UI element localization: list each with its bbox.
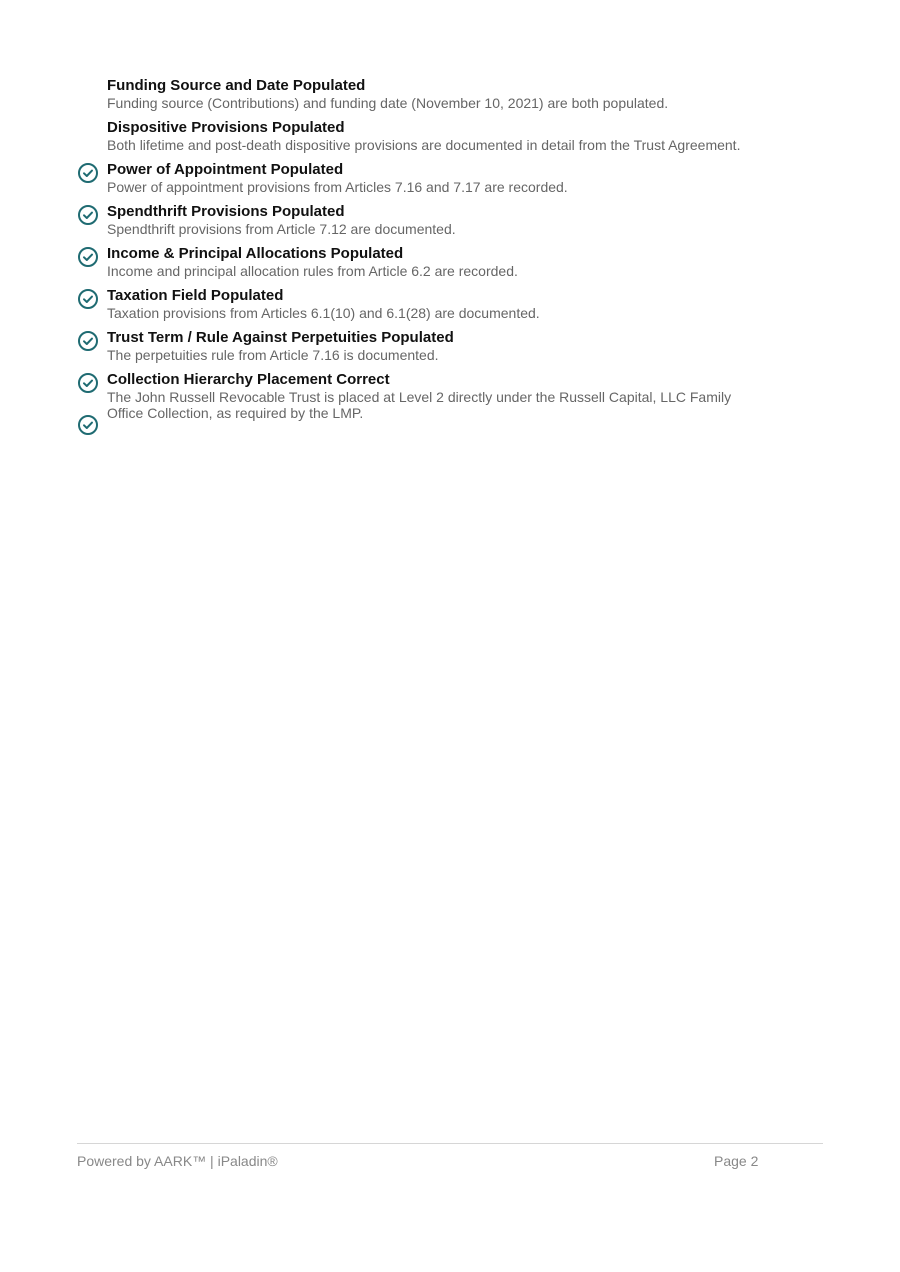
checklist-item-description: Income and principal allocation rules from Article 6.2 are recorded. bbox=[107, 263, 518, 279]
checklist-item-trust-term bbox=[77, 329, 757, 363]
checklist-item-description: Spendthrift provisions from Article 7.12 are documented. bbox=[107, 221, 456, 237]
checklist-item-title: Trust Term / Rule Against Perpetuities Populated bbox=[107, 329, 454, 346]
checklist-item-description: The John Russell Revocable Trust is placed at Level 2 directly under the Russell Capital, LLC Family Office Collection, as required by the LMP. bbox=[107, 389, 732, 421]
checklist-item-title: Funding Source and Date Populated bbox=[107, 77, 366, 94]
page-footer bbox=[77, 1143, 823, 1169]
checklist-item-title: Income & Principal Allocations Populated bbox=[107, 245, 404, 262]
footer-branding: Powered by AARK™ | iPaladin® bbox=[77, 1153, 278, 1169]
checklist-item-income-principal bbox=[77, 245, 757, 279]
checklist-item-description: Taxation provisions from Articles 6.1(10) and 6.1(28) are documented. bbox=[107, 305, 540, 321]
checklist-item-title: Power of Appointment Populated bbox=[107, 161, 344, 178]
checklist-item-description: The perpetuities rule from Article 7.16 is documented. bbox=[107, 347, 439, 363]
check-circle-icon bbox=[77, 414, 99, 436]
checklist bbox=[77, 77, 757, 429]
checklist-item-funding-source bbox=[77, 77, 757, 111]
checklist-item-title: Dispositive Provisions Populated bbox=[107, 119, 345, 136]
checklist-item-title: Collection Hierarchy Placement Correct bbox=[107, 371, 390, 388]
checklist-item-title: Spendthrift Provisions Populated bbox=[107, 203, 345, 220]
checklist-item-description: Power of appointment provisions from Articles 7.16 and 7.17 are recorded. bbox=[107, 179, 568, 195]
checklist-item-taxation bbox=[77, 287, 757, 321]
checklist-item-power-of-appointment bbox=[77, 161, 757, 195]
checklist-item-description: Funding source (Contributions) and funding date (November 10, 2021) are both populated. bbox=[107, 95, 669, 111]
checklist-item-dispositive-provisions bbox=[77, 119, 757, 153]
checklist-item-description: Both lifetime and post-death dispositive provisions are documented in detail from the Trust Agreement. bbox=[107, 137, 741, 153]
page-number: Page 2 bbox=[714, 1153, 759, 1169]
checklist-item-spendthrift-provisions bbox=[77, 203, 757, 237]
checklist-item-title: Taxation Field Populated bbox=[107, 287, 284, 304]
checklist-item-collection-hierarchy bbox=[77, 371, 757, 421]
